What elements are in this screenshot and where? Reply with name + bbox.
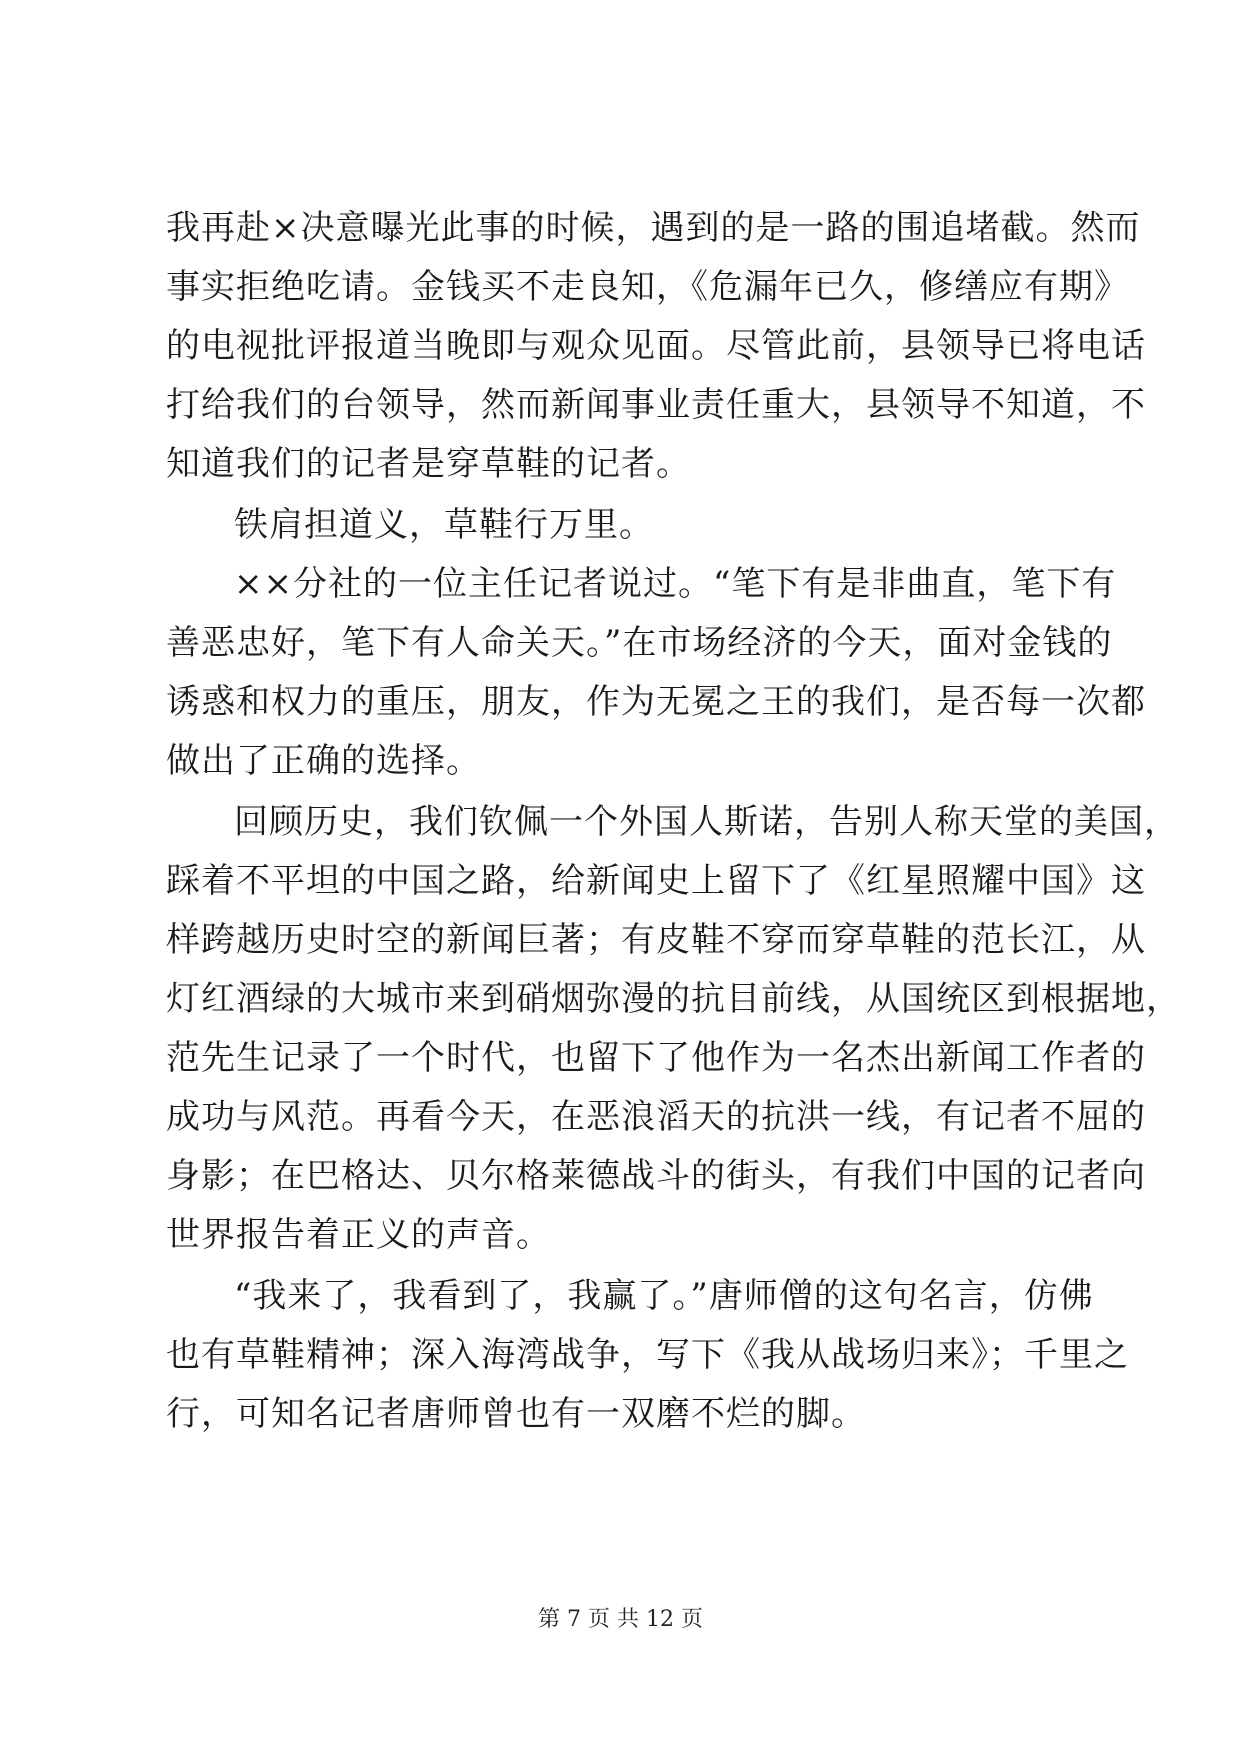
body-line: “我来了，我看到了，我赢了。”唐师僧的这句名言，仿佛 xyxy=(234,1276,1094,1316)
body-line: 成功与风范。再看今天，在恶浪滔天的抗洪一线，有记者不屈的 xyxy=(166,1097,1146,1137)
body-line: 诱惑和权力的重压，朋友，作为无冕之王的我们，是否每一次都 xyxy=(166,682,1146,722)
body-line: 铁肩担道义，草鞋行万里。 xyxy=(234,505,654,545)
body-line: 世界报告着正义的声音。 xyxy=(166,1215,551,1255)
page-number-footer: 第 7 页 共 12 页 xyxy=(538,1607,703,1632)
body-line: 灯红酒绿的大城市来到硝烟弥漫的抗目前线，从国统区到根据地， xyxy=(166,979,1181,1019)
body-line: 做出了正确的选择。 xyxy=(166,741,481,781)
body-line: 回顾历史，我们钦佩一个外国人斯诺，告别人称天堂的美国， xyxy=(234,802,1179,842)
body-line: 我再赴×决意曝光此事的时候，遇到的是一路的围追堵截。然而 xyxy=(166,208,1141,248)
body-line: 身影；在巴格达、贝尔格莱德战斗的街头，有我们中国的记者向 xyxy=(166,1156,1146,1196)
body-line: 样跨越历史时空的新闻巨著；有皮鞋不穿而穿草鞋的范长江，从 xyxy=(166,920,1146,960)
body-line: 打给我们的台领导，然而新闻事业责任重大，县领导不知道，不 xyxy=(166,385,1146,425)
body-line: 踩着不平坦的中国之路，给新闻史上留下了《红星照耀中国》这 xyxy=(166,861,1146,901)
body-line: 也有草鞋精神；深入海湾战争，写下《我从战场归来》；千里之 xyxy=(166,1335,1129,1375)
body-line: 善恶忠好，笔下有人命关天。”在市场经济的今天，面对金钱的 xyxy=(166,623,1113,663)
body-line: 事实拒绝吃请。金钱买不走良知，《危漏年已久，修缮应有期》 xyxy=(166,267,1129,307)
body-line: 知道我们的记者是穿草鞋的记者。 xyxy=(166,444,691,484)
body-line: 范先生记录了一个时代，也留下了他作为一名杰出新闻工作者的 xyxy=(166,1038,1146,1078)
body-line: 的电视批评报道当晚即与观众见面。尽管此前，县领导已将电话 xyxy=(166,326,1146,366)
body-line: 行，可知名记者唐师曾也有一双磨不烂的脚。 xyxy=(166,1394,866,1434)
body-line: ××分社的一位主任记者说过。“笔下有是非曲直，笔下有 xyxy=(234,564,1117,604)
